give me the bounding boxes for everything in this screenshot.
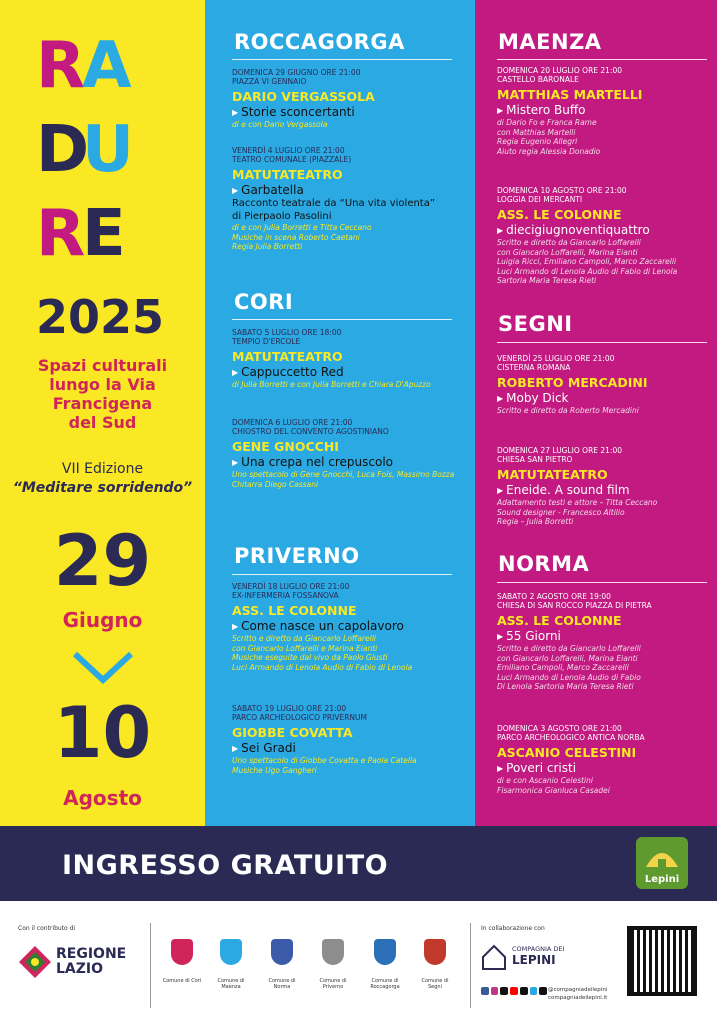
theme: “Meditare sorridendo” [12,480,193,496]
event-credit: Fisarmonica Gianluca Casadei [497,785,610,795]
comune-label: Comune di Norma [268,978,296,990]
event-card [497,446,712,527]
event-place: PIAZZA VI GENNAIO [232,77,307,87]
event-artist: DARIO VERGASSOLA [232,88,375,104]
event-artist: ROBERTO MERCADINI [497,374,648,390]
event-credit: Scritto e diretto da Roberto Mercadini [497,406,639,416]
event-artist: GENE GNOCCHI [232,438,339,454]
event-show: ▶ Cappuccetto Red [232,365,472,380]
event-date: VENERDÌ 25 LUGLIO ORE 21:00 [497,354,615,363]
event-credit: Regia – Julia Borretti [497,517,574,527]
event-credit: di e con Julia Borretti e Titta Ceccano [232,223,372,233]
town-segni: SEGNI [498,312,573,336]
event-card [232,418,472,489]
event-artist: MATUTATEATRO [497,466,608,482]
title-row-3 [36,197,176,271]
chevron-down-icon [71,650,135,686]
event-credit: Aiuto regia Alessia Donadio [497,146,601,156]
event-show: ▶ Come nasce un capolavoro [232,619,472,634]
event-place: PARCO ARCHEOLOGICO ANTICA NORBA [497,733,645,743]
town-cori: CORI [234,290,294,314]
compagnia-line1: COMPAGNIA DEI [512,945,565,953]
event-credit: Sartoria Maria Teresa Rieti [497,275,597,285]
crest-maenza-icon [220,939,242,965]
town-roccagorga: ROCCAGORGA [234,30,405,54]
compagnia-house-icon [481,943,507,971]
title-letter: D [36,113,94,187]
compagnia-line2: LEPINI [512,953,556,967]
town-norma: NORMA [498,552,590,576]
event-credit: di Dario Fo e Franca Rame [497,118,597,128]
event-place: CISTERNA ROMANA [497,363,571,373]
event-card [232,582,472,672]
youtube-icon[interactable] [510,987,518,995]
event-place: TEMPIO D'ERCOLE [232,337,301,347]
crest-segni-icon [424,939,446,965]
town-priverno: PRIVERNO [234,544,360,568]
town-maenza: MAENZA [498,30,602,54]
end-month: Agosto [63,786,142,810]
event-place: CHIESA DI SAN ROCCO PIAZZA DI PIETRA [497,601,652,611]
event-card [497,354,712,416]
telegram-icon[interactable] [530,987,538,995]
event-credit: di e con Dario Vergassola [232,120,328,130]
regione-line: REGIONE [56,946,127,962]
event-credit: Di Lenola Sartoria Maria Teresa Rieti [497,681,634,691]
event-show: ▶ Poveri cristi [497,761,712,776]
event-credit: Adattamento testi e attore – Titta Ceccano [497,498,658,508]
event-place: CHIOSTRO DEL CONVENTO AGOSTINIANO [232,427,389,437]
event-artist: GIOBBE COVATTA [232,724,353,740]
subtitle-line: lungo la Via [49,375,156,394]
event-show: ▶ 55 Giorni [497,629,712,644]
title-row-1 [36,29,176,103]
event-place: PARCO ARCHEOLOGICO PRIVERNUM [232,713,367,723]
event-date: DOMENICA 10 AGOSTO ORE 21:00 [497,186,627,195]
event-card [232,328,472,390]
divider [497,59,707,60]
start-month: Giugno [62,608,143,632]
event-show: ▶ diecigiugnoventiquattro [497,223,712,238]
divider [232,574,452,575]
event-card [232,146,472,252]
event-place: EX-INFERMERIA FOSSANOVA [232,591,339,601]
event-card [497,186,712,285]
event-credit: Luci Armando di Lenola Audio di Fabio [497,672,641,682]
divider [232,59,452,60]
divider [150,923,151,1008]
comune-label: Comune di Priverno [319,978,347,990]
event-credit: con Giancarlo Loffarelli e Marina Eianti [232,643,378,653]
title-letter: R [36,197,90,271]
event-credit: di Julia Borretti e con Julia Borretti e Chiara D'Apuzzo [232,380,431,390]
event-card [497,66,712,156]
event-credit: Chitarra Diego Cassani [232,479,319,489]
comune-label: Comune di Segni [421,978,449,990]
divider [497,582,707,583]
event-date: DOMENICA 27 LUGLIO ORE 21:00 [497,446,623,455]
title-letter: R [36,29,90,103]
event-credit: Luci Armando di Lenola Audio di Fabio di Lenola [232,662,413,672]
event-card [497,592,712,691]
regione-lazio-text [56,947,126,977]
event-credit: Scritto e diretto da Giancarlo Loffarelli [497,644,641,654]
event-date: DOMENICA 6 LUGLIO ORE 21:00 [232,418,353,427]
blue-panel [205,0,475,826]
comune-label: Comune di Maenza [217,978,245,990]
comune-label: Comune di Cori [162,978,202,984]
event-credit: Musiche Ugo Gangheri [232,765,317,775]
collab-label: In collaborazione con [481,925,545,932]
event-artist: ASS. LE COLONNE [232,602,357,618]
website[interactable]: compagniadeilepini.it [548,995,608,1001]
event-card [497,724,712,795]
event-date: SABATO 5 LUGLIO ORE 18:00 [232,328,342,337]
event-show: ▶ Garbatella [232,183,472,198]
event-desc: di Pierpaolo Pasolini [232,210,332,222]
event-credit: di e con Ascanio Celestini [497,776,593,786]
end-day: 10 [53,692,152,774]
event-date: DOMENICA 20 LUGLIO ORE 21:00 [497,66,623,75]
event-credit: Uno spettacolo di Gene Gnocchi, Luca Fois, Massimo Bozza [232,470,455,480]
event-artist: MATUTATEATRO [232,166,343,182]
subtitle-line: del Sud [68,413,137,432]
event-artist: ASCANIO CELESTINI [497,744,637,760]
crest-roccagorga-icon [374,939,396,965]
event-artist: MATTHIAS MARTELLI [497,86,643,102]
regione-line: LAZIO [56,961,104,977]
subtitle-line: Francigena [52,394,153,413]
crest-cori-icon [171,939,193,965]
subtitle-line: Spazi culturali [37,356,168,375]
edition: VII Edizione [61,461,144,477]
event-card [232,704,472,775]
hut-icon [636,837,688,877]
instagram-icon[interactable] [491,987,499,995]
regione-lazio-emblem [18,945,52,979]
title-row-2 [36,113,176,187]
event-artist: ASS. LE COLONNE [497,206,622,222]
event-credit: Regia Eugenio Allegri [497,137,578,147]
lepini-logo [636,837,688,889]
event-show: ▶ Sei Gradi [232,741,472,756]
event-credit: Musiche eseguite dal vivo da Paolo Giusti [232,653,388,663]
event-show: ▶ Una crepa nel crepuscolo [232,455,472,470]
divider [497,342,707,343]
event-date: DOMENICA 29 GIUGNO ORE 21:00 [232,68,361,77]
title-letter: E [82,197,130,271]
event-credit: Luigia Ricci, Emiliano Campoli, Marco Zaccarelli [497,257,677,267]
event-place: TEATRO COMUNALE (PIAZZALE) [232,155,352,165]
admission-text: INGRESSO GRATUITO [62,850,389,881]
event-credit: con Giancarlo Loffarelli, Marina Eianti [497,653,638,663]
crest-priverno-icon [322,939,344,965]
event-artist: MATUTATEATRO [232,348,343,364]
event-date: SABATO 2 AGOSTO ORE 19:00 [497,592,611,601]
magenta-panel [475,0,717,826]
x-icon[interactable] [539,987,547,995]
divider [470,923,471,1008]
event-card [232,68,467,130]
event-place: CASTELLO BARONALE [497,75,579,85]
event-place: LOGGIA DEI MERCANTI [497,195,583,205]
event-credit: con Matthias Martelli [497,127,576,137]
event-credit: Uno spettacolo di Giobbe Covatta e Paola Catella [232,756,417,766]
yellow-panel [0,0,205,826]
event-date: DOMENICA 3 AGOSTO ORE 21:00 [497,724,622,733]
year: 2025 [36,290,165,344]
contrib-label: Con il contributo di [18,925,76,932]
event-show: ▶ Storie sconcertanti [232,105,467,120]
tiktok-icon[interactable] [520,987,528,995]
event-date: VENERDÌ 4 LUGLIO ORE 21:00 [232,146,345,155]
event-artist: ASS. LE COLONNE [497,612,622,628]
event-credit: con Giancarlo Loffarelli, Marina Eianti [497,247,638,257]
event-place: CHIESA SAN PIETRO [497,455,573,465]
event-credit: Scritto e diretto da Giancarlo Loffarelli [497,238,641,248]
event-credit: Regia Julia Borretti [232,242,303,252]
event-show: ▶ Eneide. A sound film [497,483,712,498]
divider [232,319,452,320]
admission-banner [0,826,717,901]
start-day: 29 [53,520,152,602]
event-date: VENERDÌ 18 LUGLIO ORE 21:00 [232,582,350,591]
event-credit: Musiche in scena Roberto Caetani [232,232,360,242]
event-credit: Luci Armando di Lenola Audio di Fabio di Lenola [497,266,678,276]
comune-label: Comune di Roccagorga [370,978,400,990]
event-credit: Emiliano Campoli, Marco Zaccarelli [497,663,629,673]
event-credit: Sound designer - Francesco Altilio [497,507,625,517]
event-credit: Scritto e diretto da Giancarlo Loffarelli [232,634,376,644]
event-date: SABATO 19 LUGLIO ORE 21:00 [232,704,347,713]
crest-norma-icon [271,939,293,965]
event-show: ▶ Mistero Buffo [497,103,712,118]
qr-code[interactable] [627,926,697,996]
event-desc: Racconto teatrale da “Una vita violenta” [232,198,436,210]
lepini-logo-text: Lepini [644,874,680,885]
title-letter: U [82,113,138,187]
threads-icon[interactable] [500,987,508,995]
event-show: ▶ Moby Dick [497,391,712,406]
title-letter: A [82,29,136,103]
social-handle[interactable]: @compagniadeilepini [548,987,608,993]
facebook-icon[interactable] [481,987,489,995]
social-icons [481,987,547,996]
